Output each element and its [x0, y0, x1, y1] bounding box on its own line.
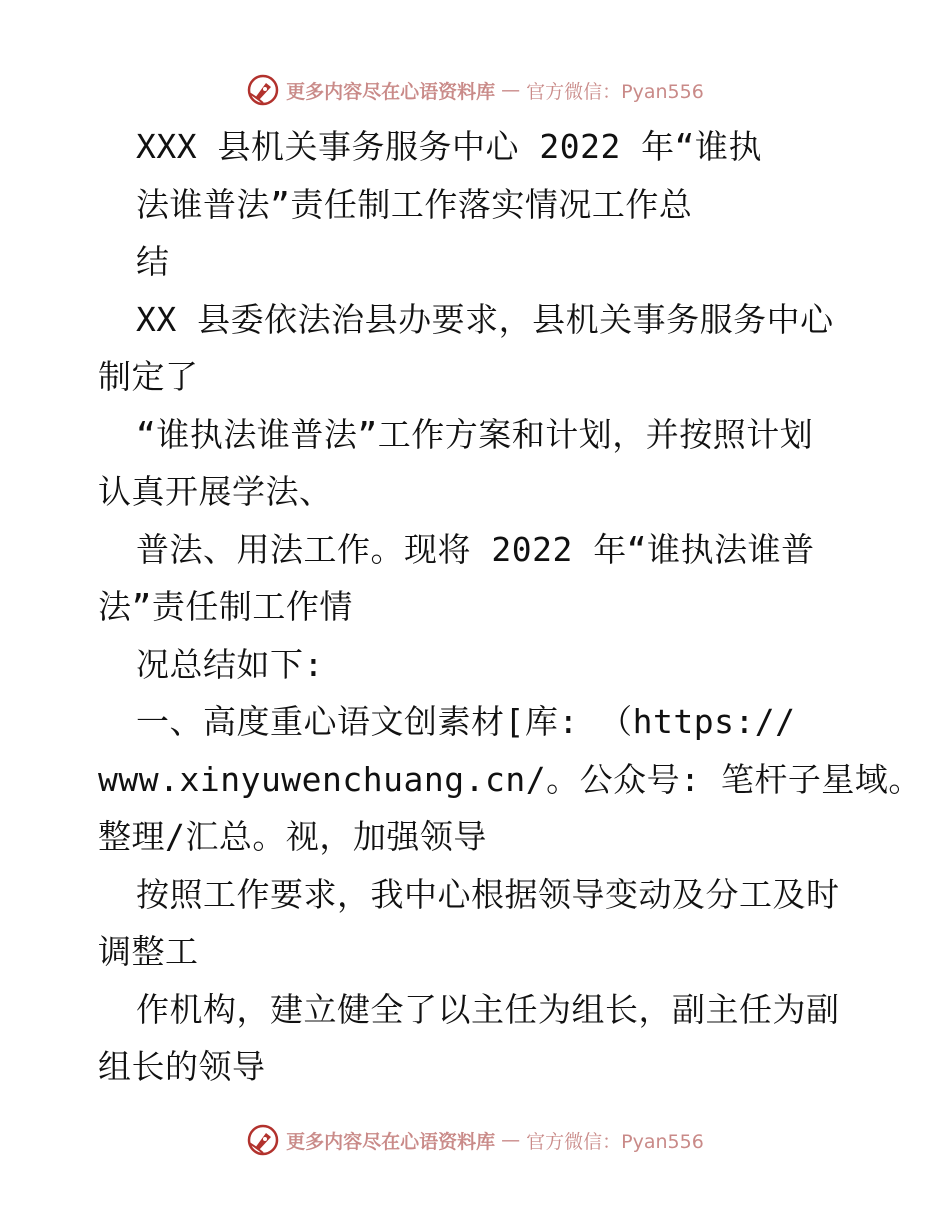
paragraph-line: 调整工	[98, 932, 199, 971]
pen-nib-logo-icon	[246, 73, 280, 107]
title-line-3: 结	[136, 242, 170, 281]
watermark-separator: —	[501, 79, 521, 101]
paragraph-line: www.xinyuwenchuang.cn/。公众号: 笔杆子星域。	[98, 759, 922, 799]
watermark-contact: 官方微信：Pyan556	[526, 1130, 704, 1153]
paragraph-line: 整理/汇总。视，加强领导	[98, 817, 487, 856]
paragraph-line: 制定了	[98, 357, 199, 396]
paragraph-line: 按照工作要求，我中心根据领导变动及分工及时	[136, 874, 840, 914]
watermark-text: 更多内容尽在心语资料库	[286, 80, 496, 103]
footer-watermark-banner	[0, 1120, 950, 1160]
header-watermark-banner	[0, 70, 950, 110]
paragraph-line: 普法、用法工作。现将 2022 年“谁执法谁普	[136, 529, 815, 569]
paragraph-line: XX 县委依法治县办要求，县机关事务服务中心	[136, 299, 834, 339]
title-line-1: XXX 县机关事务服务中心 2022 年“谁执	[136, 127, 763, 166]
title-line-2: 法谁普法”责任制工作落实情况工作总	[136, 184, 693, 224]
paragraph-line: 作机构，建立健全了以主任为组长，副主任为副	[136, 989, 840, 1029]
paragraph-line: 法”责任制工作情	[98, 587, 353, 626]
paragraph-line: “谁执法谁普法”工作方案和计划，并按照计划	[136, 414, 814, 454]
paragraph-line: 组长的领导	[98, 1047, 266, 1086]
watermark-separator: —	[501, 1129, 521, 1151]
document-body	[98, 118, 922, 1096]
paragraph-line: 认真开展学法、	[98, 472, 333, 511]
watermark-contact: 官方微信：Pyan556	[526, 80, 704, 103]
pen-nib-logo-icon	[246, 1123, 280, 1157]
watermark-text: 更多内容尽在心语资料库	[286, 1130, 496, 1153]
paragraph-line: 况总结如下:	[136, 644, 324, 684]
section-heading-line: 一、高度重心语文创素材[库: （https://	[136, 702, 796, 741]
